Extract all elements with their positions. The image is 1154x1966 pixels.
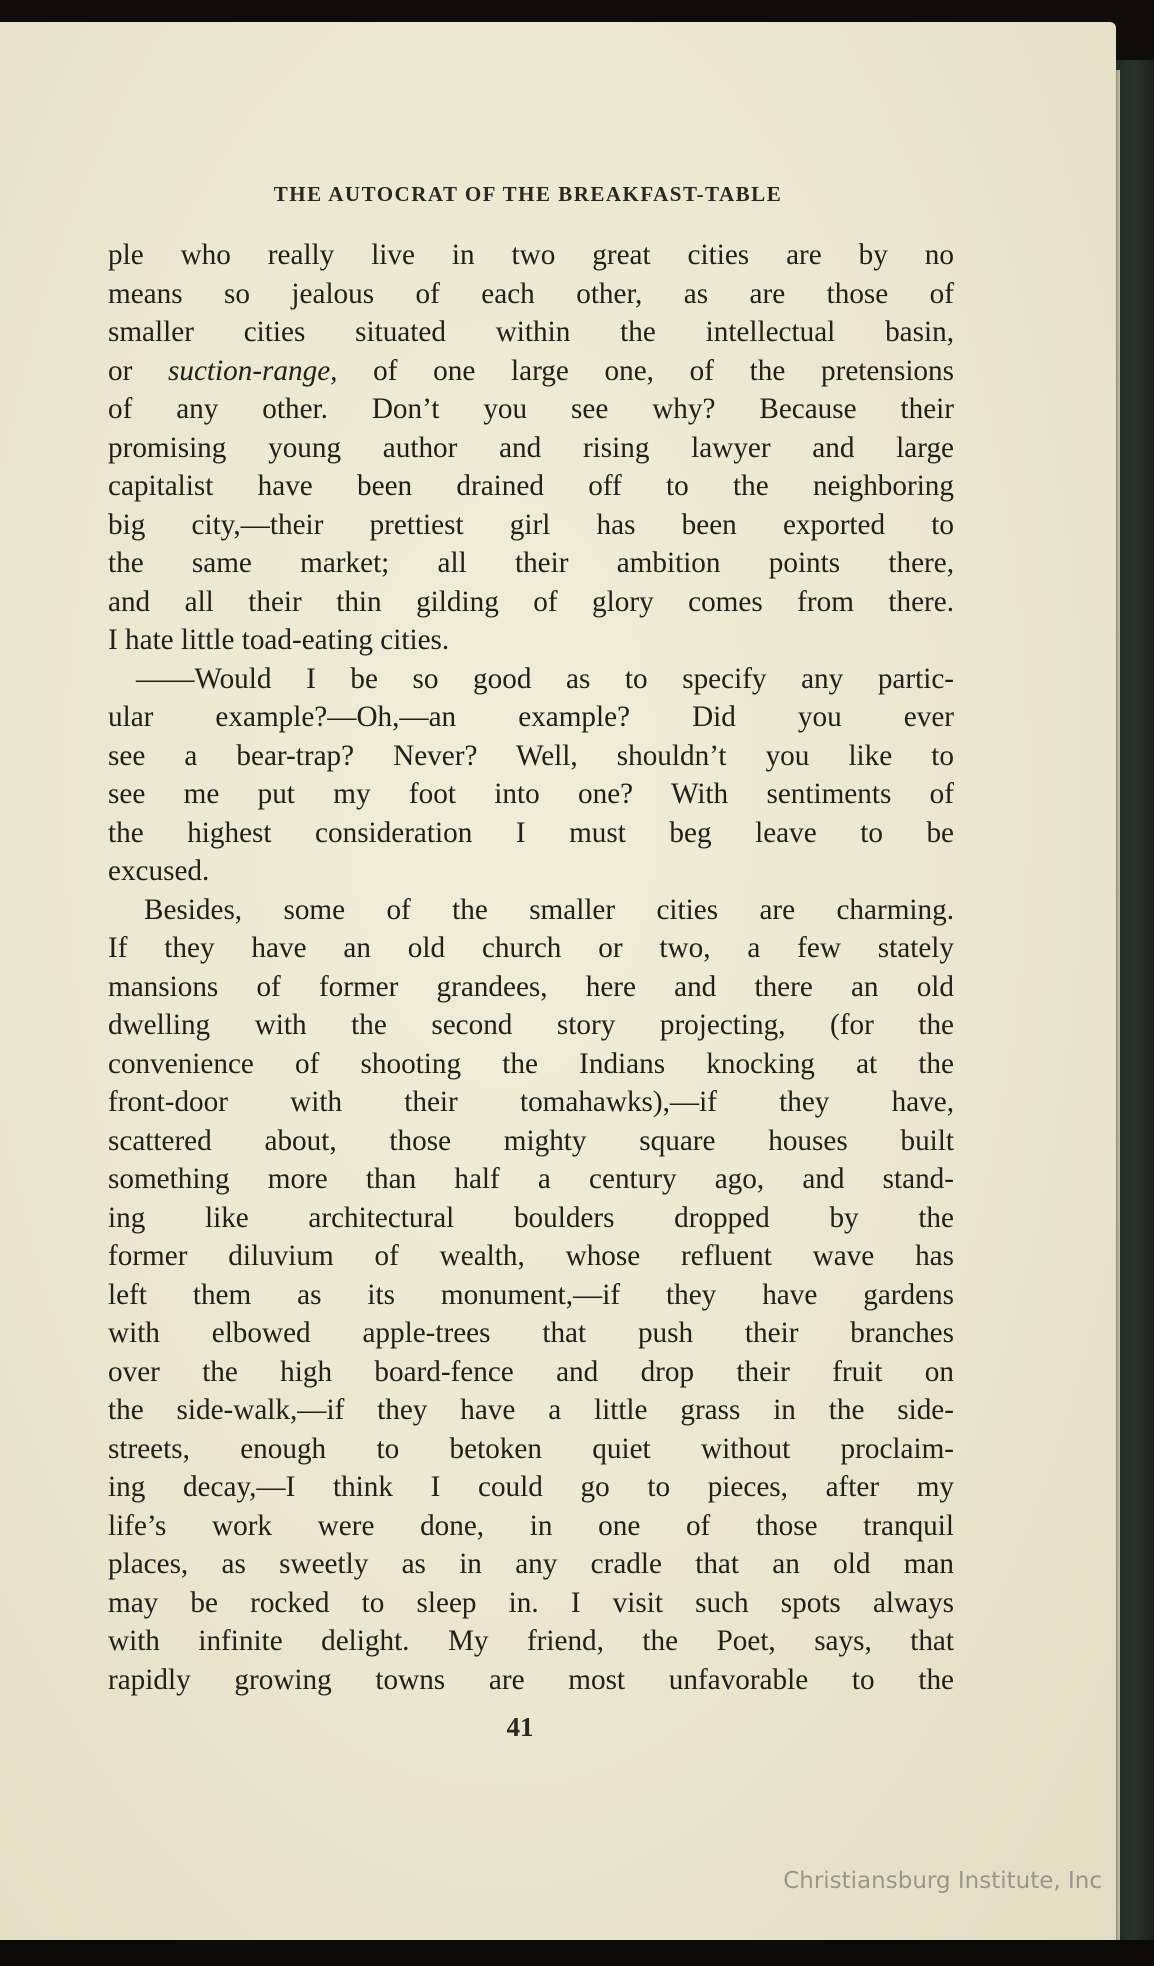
text-line: smaller cities situated within the intellectual basin, <box>108 316 954 348</box>
text-line: may be rocked to sleep in. I visit such spots always <box>108 1586 954 1619</box>
text-line: life’s work were done, in one of those tranquil <box>108 1509 954 1542</box>
text-line: means so jealous of each other, as are those of <box>108 277 954 310</box>
text-line: the highest consideration I must beg leave to be <box>108 816 954 849</box>
text-line: left them as its monument,—if they have gardens <box>108 1278 954 1311</box>
text-line: ing decay,—I think I could go to pieces, after my <box>108 1471 954 1503</box>
text-line: and all their thin gilding of glory comes from there. <box>108 585 954 618</box>
text-line: I hate little toad-eating cities. <box>108 624 450 656</box>
text-line: ——Would I be so good as to specify any partic- <box>136 662 954 695</box>
text-line: something more than half a century ago, and stand- <box>108 1163 954 1195</box>
text-line: see me put my foot into one? With sentiments of <box>108 778 954 810</box>
text-line: big city,—their prettiest girl has been exported to <box>108 508 954 541</box>
text-line: dwelling with the second story projecting, (for the <box>108 1009 954 1041</box>
bottom-shadow <box>0 1940 1154 1966</box>
text-line: capitalist have been drained off to the neighboring <box>108 470 954 502</box>
text-line: front-door with their tomahawks),—if they have, <box>108 1086 954 1118</box>
text-line: ing like architectural boulders dropped by the <box>108 1201 954 1234</box>
text-line: with elbowed apple-trees that push their branches <box>108 1317 954 1349</box>
text-line: streets, enough to betoken quiet without proclaim- <box>108 1432 954 1465</box>
text-line: see a bear-trap? Never? Well, shouldn’t you like to <box>108 739 954 772</box>
text-line: the side-walk,—if they have a little grass in the side- <box>108 1394 954 1426</box>
text-line: with infinite delight. My friend, the Poet, says, that <box>108 1625 954 1657</box>
text-line: excused. <box>108 855 210 887</box>
page-number: 41 <box>506 1712 534 1742</box>
text-line: convenience of shooting the Indians knocking at the <box>108 1047 954 1080</box>
text-line: mansions of former grandees, here and there an old <box>108 970 954 1003</box>
text-line: scattered about, those mighty square houses built <box>108 1124 954 1157</box>
running-head: THE AUTOCRAT OF THE BREAKFAST-TABLE <box>273 182 783 206</box>
text-line: ple who really live in two great cities are by no <box>108 239 954 271</box>
watermark: Christiansburg Institute, Inc <box>783 1868 1102 1894</box>
text-line: over the high board-fence and drop their fruit on <box>108 1355 954 1388</box>
text-line: of any other. Don’t you see why? Because their <box>108 393 954 425</box>
text-line: rapidly growing towns are most unfavorable to the <box>108 1663 954 1696</box>
body-text <box>108 236 954 1699</box>
text-line: If they have an old church or two, a few stately <box>108 932 954 964</box>
text-line: former diluvium of wealth, whose refluent wave has <box>108 1240 954 1272</box>
text-line: places, as sweetly as in any cradle that an old man <box>108 1548 954 1580</box>
text-line: Besides, some of the smaller cities are charming. <box>144 893 954 926</box>
book-page <box>0 22 1116 1950</box>
text-line: or suction-range, of one large one, of the pretensions <box>108 354 954 387</box>
text-line: ular example?—Oh,—an example? Did you ever <box>108 701 954 733</box>
text-line: promising young author and rising lawyer and large <box>108 431 954 464</box>
text-line: the same market; all their ambition points there, <box>108 547 954 579</box>
